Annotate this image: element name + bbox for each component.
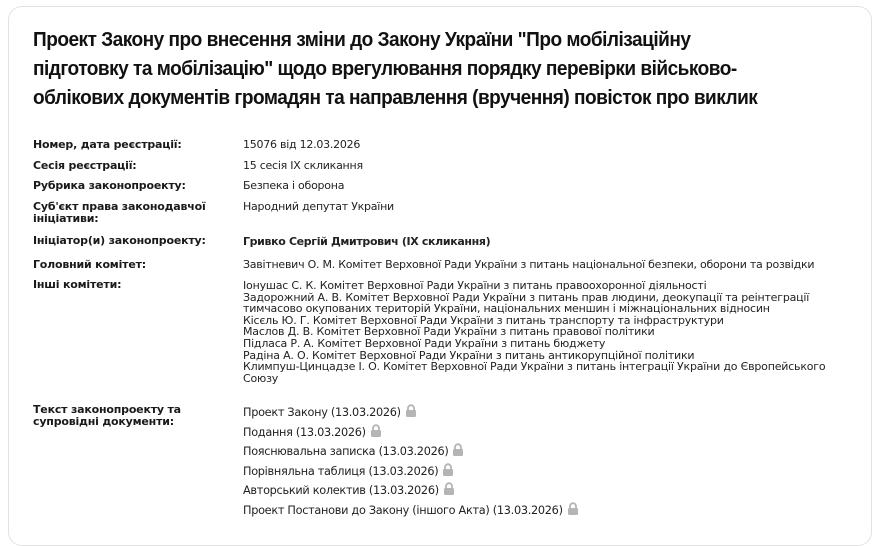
session-value: 15 сесія IX скликання: [243, 159, 363, 172]
committee-line: Союзу: [243, 371, 279, 385]
registration-value: 15076 від 12.03.2026: [243, 138, 361, 151]
field-label: Ініціатор(и) законопроекту:: [33, 234, 206, 247]
document-link-comparative-table[interactable]: [243, 463, 579, 483]
document-link-bill[interactable]: [243, 404, 579, 424]
bill-title-line: підготовку та мобілізацію" щодо врегулювання порядку перевірки військово-: [33, 57, 737, 80]
committee-line: Підласа Р. А. Комітет Верховної Ради України з питань бюджету: [243, 336, 606, 350]
lock-icon: [442, 463, 454, 476]
document-link-resolution-draft[interactable]: [243, 502, 579, 522]
initiator-value[interactable]: Гривко Сергій Дмитрович (IX скликання): [243, 235, 491, 248]
committee-line: тимчасово окупованих територій України, національних меншин і міжнаціональних відносин: [243, 302, 770, 316]
lock-icon: [443, 482, 455, 495]
lock-icon: [567, 502, 579, 515]
field-label: Головний комітет:: [33, 258, 146, 271]
document-label[interactable]: Проект Закону (13.03.2026): [243, 406, 401, 419]
document-link-explanatory-note[interactable]: [243, 443, 579, 463]
other-committees-list: [243, 280, 863, 384]
bill-title: [33, 25, 777, 112]
field-label: Інші комітети:: [33, 278, 122, 291]
bill-title-line: облікових документів громадян та направлення (вручення) повісток про виклик: [33, 86, 758, 109]
documents-list: [243, 404, 579, 522]
field-label: Сесія реєстрації:: [33, 159, 137, 172]
bill-title-line: Проект Закону про внесення зміни до Закону України "Про мобілізаційну: [33, 28, 691, 51]
field-label: Номер, дата реєстрації:: [33, 138, 182, 151]
field-label: Суб'єкт права законодавчої ініціативи:: [33, 200, 206, 225]
field-label: Рубрика законопроекту:: [33, 179, 186, 192]
lock-icon: [452, 443, 464, 456]
committee-line: Кісєль Ю. Г. Комітет Верховної Ради України з питань транспорту та інфраструктури: [243, 313, 724, 327]
committee-line: Іонушас С. К. Комітет Верховної Ради України з питань правоохоронної діяльності: [243, 279, 707, 292]
document-link-submission[interactable]: [243, 424, 579, 444]
committee-line: Маслов Д. В. Комітет Верховної Ради України з питань правової політики: [243, 325, 655, 339]
main-committee-value: Завітневич О. М. Комітет Верховної Ради України з питань національної безпеки, оборони та розвідки: [243, 258, 815, 271]
document-link-authors[interactable]: [243, 482, 579, 502]
document-label[interactable]: Проект Постанови до Закону (іншого Акта) (13.03.2026): [243, 503, 563, 517]
document-label[interactable]: Пояснювальна записка (13.03.2026): [243, 445, 449, 459]
lock-icon: [405, 404, 417, 417]
subject-value: Народний депутат України: [243, 200, 394, 213]
field-label: Текст законопроекту та супровідні документи:: [33, 403, 181, 428]
document-label[interactable]: Авторський колектив (13.03.2026): [243, 484, 439, 498]
committee-line: Климпуш-Цинцадзе І. О. Комітет Верховної Ради України з питань інтеграції України до Європейського: [243, 360, 826, 374]
rubric-value: Безпека і оборона: [243, 179, 345, 192]
document-label[interactable]: Подання (13.03.2026): [243, 425, 366, 439]
document-label[interactable]: Порівняльна таблиця (13.03.2026): [243, 464, 439, 478]
lock-icon: [370, 424, 382, 437]
committee-line: Задорожний А. В. Комітет Верховної Ради України з питань прав людини, деокупації та реінтеграції: [243, 290, 810, 304]
committee-line: Радіна А. О. Комітет Верховної Ради України з питань антикорупційної політики: [243, 348, 695, 362]
